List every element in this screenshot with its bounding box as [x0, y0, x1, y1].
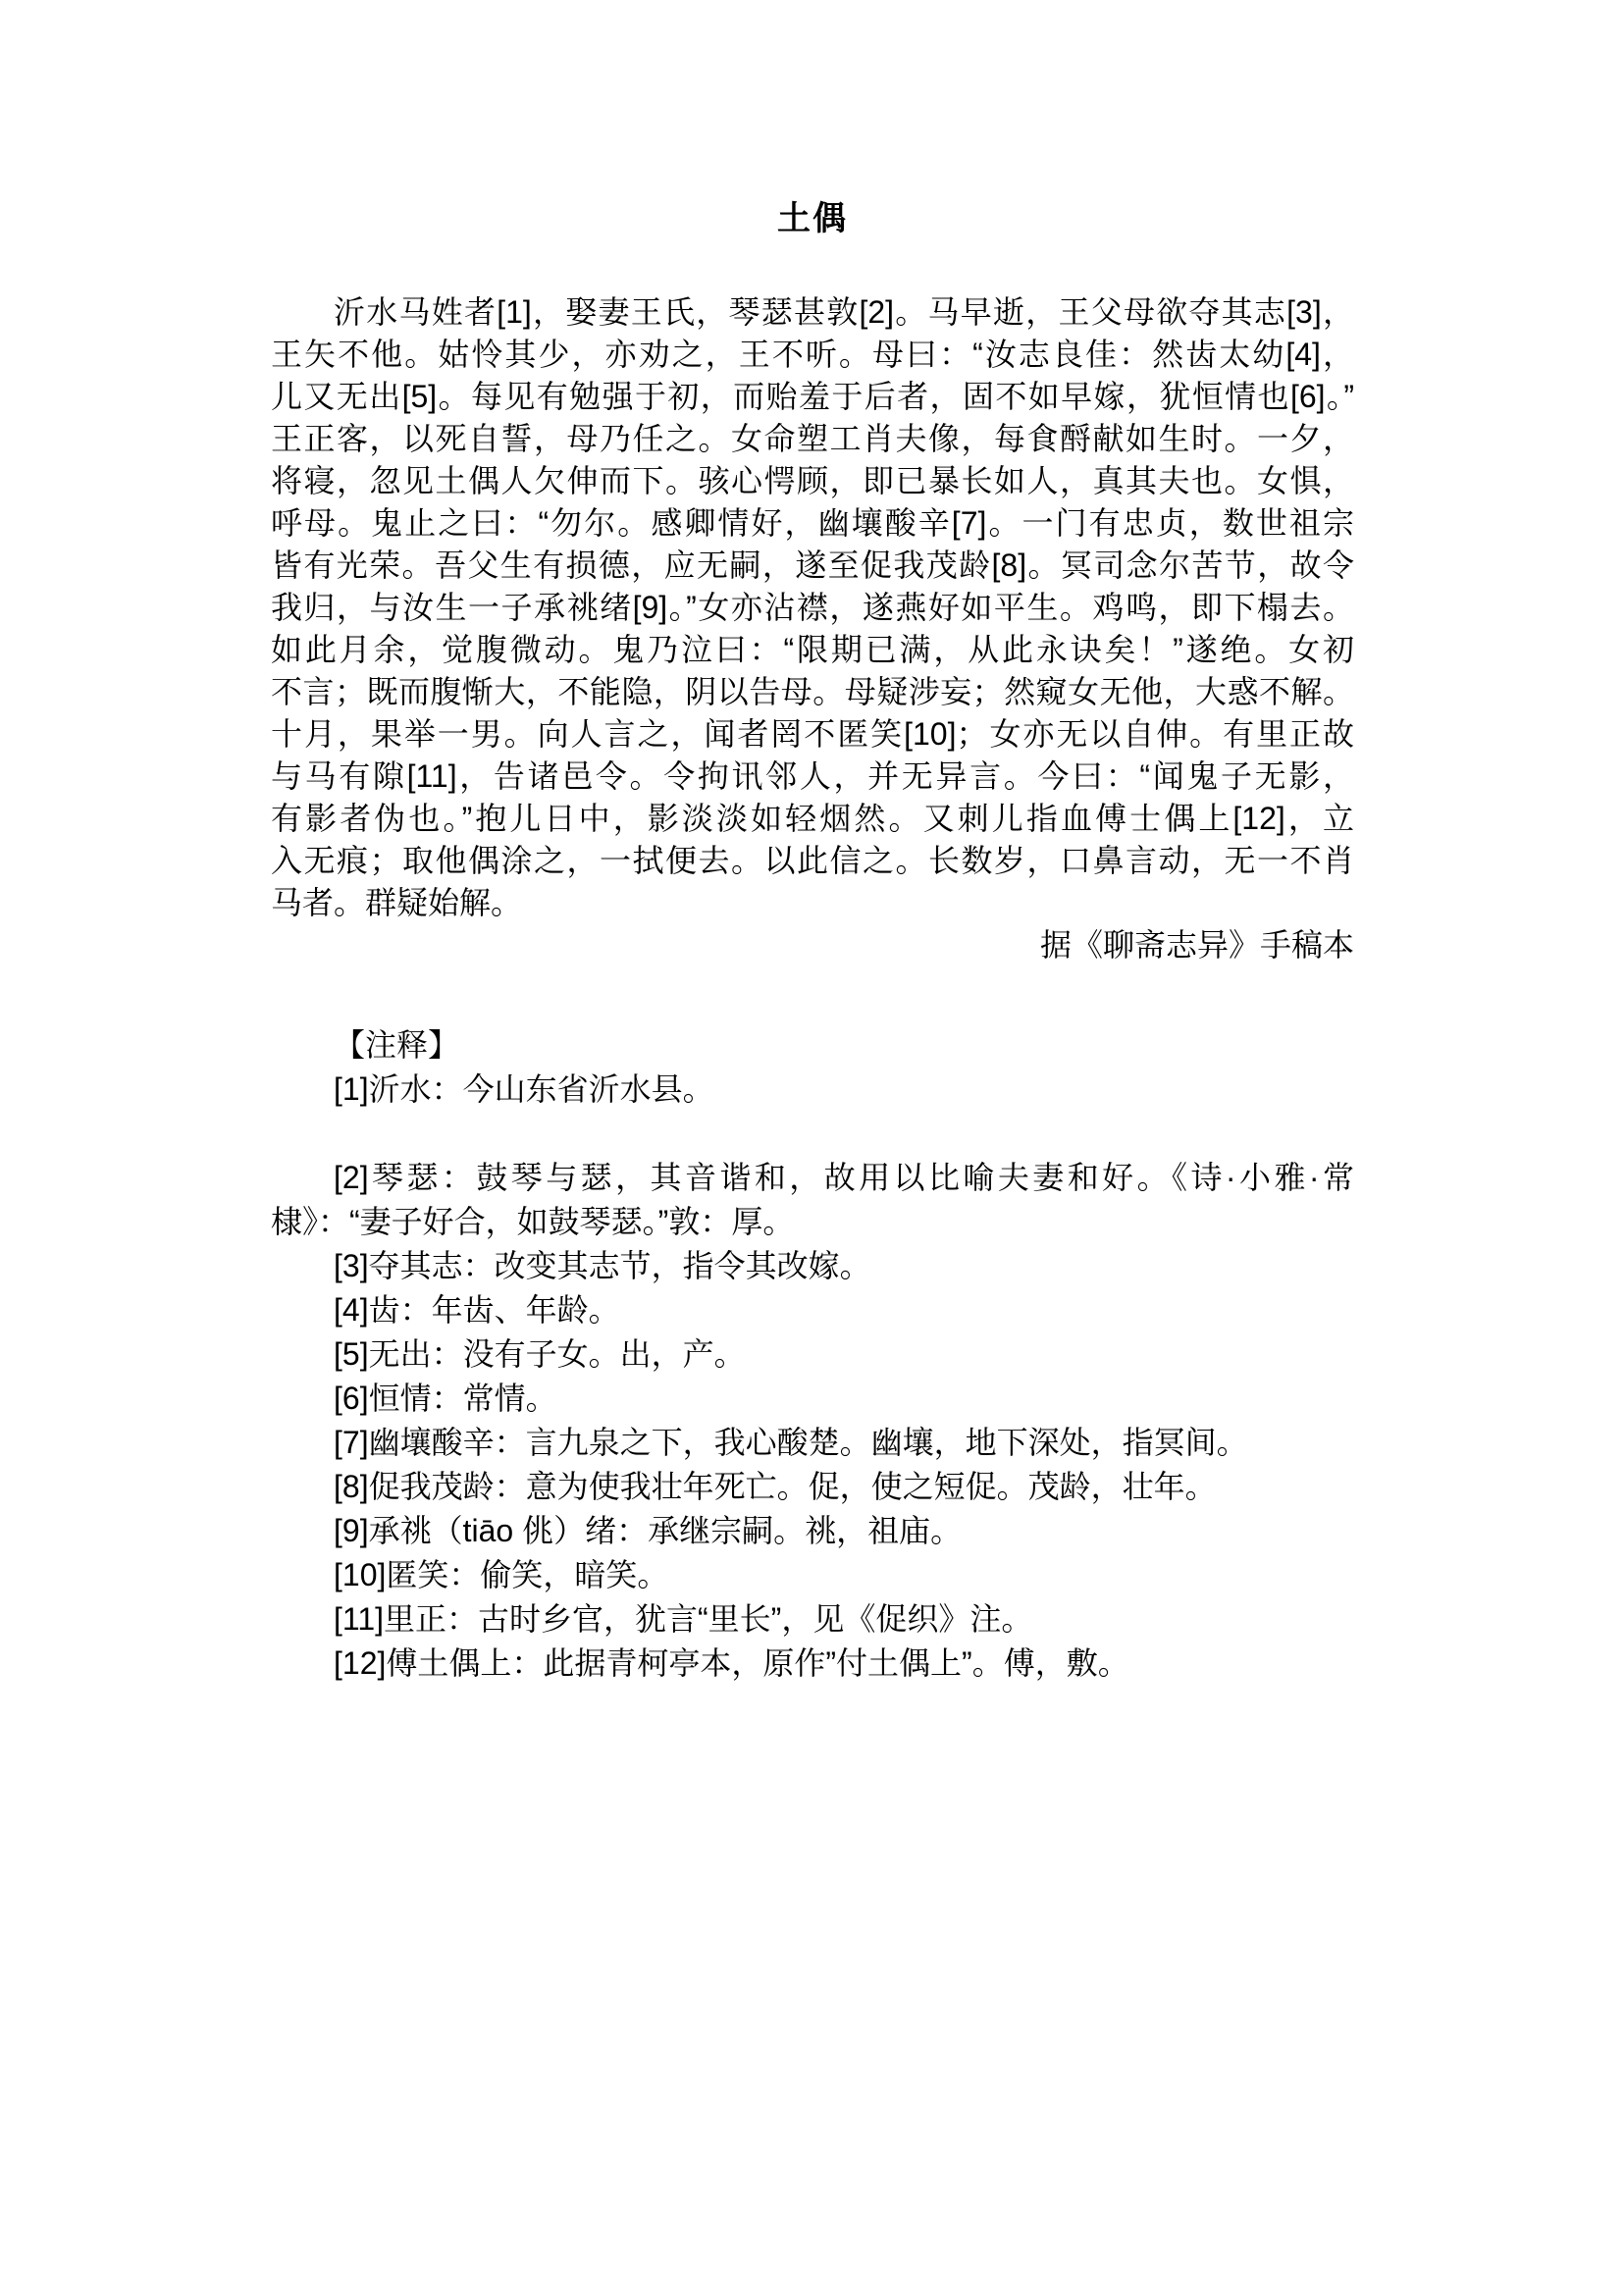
story-line: 与马有隙[11]，告诸邑令。令拘讯邻人，并无异言。今曰：“闻鬼子无影， — [271, 758, 1354, 794]
document-body — [271, 0, 1354, 1686]
story-paragraph — [271, 291, 1354, 924]
story-line: 我归，与汝生一子承祧绪[9]。”女亦沾襟，遂燕好如平生。鸡鸣，即下榻去。 — [271, 590, 1354, 625]
note-line: [1]沂水：今山东省沂水县。 — [334, 1071, 714, 1107]
story-line: 不言；既而腹惭大，不能隐，阴以告母。母疑涉妄；然窥女无他，大惑不解。 — [271, 674, 1354, 709]
attribution-line: 据《聊斋志异》手稿本 — [1039, 927, 1354, 963]
story-line: 马者。群疑始解。 — [271, 885, 523, 920]
note-line: [8]促我茂龄：意为使我壮年死亡。促，使之短促。茂龄，壮年。 — [334, 1469, 1217, 1504]
note-line: [10]匿笑：偷笑，暗笑。 — [334, 1557, 669, 1592]
story-line: 有影者伪也。”抱儿日中，影淡淡如轻烟然。又刺儿指血傅士偶上[12]，立 — [271, 801, 1354, 836]
note-line: [7]幽壤酸辛：言九泉之下，我心酸楚。幽壤，地下深处，指冥间。 — [334, 1425, 1248, 1460]
story-line: 王正客，以死自誓，母乃任之。女命塑工肖夫像，每食酹献如生时。一夕， — [271, 421, 1354, 456]
story-line: 皆有光荣。吾父生有损德，应无嗣，遂至促我茂龄[8]。冥司念尔苦节，故令 — [271, 547, 1354, 583]
note-line: [4]齿：年齿、年龄。 — [334, 1292, 620, 1328]
page-title: 土偶 — [777, 200, 848, 237]
note-line: [3]夺其志：改变其志节，指令其改嫁。 — [334, 1248, 871, 1283]
note-line: [2]琴瑟：鼓琴与瑟，其音谐和，故用以比喻夫妻和好。《诗·小雅·常 — [334, 1160, 1354, 1195]
note-line: [11]里正：古时乡官，犹言“里长”，见《促织》注。 — [334, 1601, 1033, 1637]
note-line: [6]恒情：常情。 — [334, 1381, 557, 1416]
story-line: 王矢不他。姑怜其少，亦劝之，王不听。母曰：“汝志良佳：然齿太幼[4]， — [271, 337, 1354, 372]
story-line: 如此月余，觉腹微动。鬼乃泣曰：“限期已满，从此永诀矣！”遂绝。女初 — [271, 632, 1354, 667]
notes-section — [271, 1023, 1354, 1686]
notes-header: 【注释】 — [334, 1027, 460, 1063]
story-line: 呼母。鬼止之曰：“勿尔。感卿情好，幽壤酸辛[7]。一门有忠贞，数世祖宗 — [271, 505, 1354, 541]
story-line: 十月，果举一男。向人言之，闻者罔不匿笑[10]；女亦无以自伸。有里正故 — [271, 716, 1354, 752]
story-line: 入无痕；取他偶涂之，一拭便去。以此信之。长数岁，口鼻言动，无一不肖 — [271, 843, 1354, 878]
story-line: 将寝，忽见土偶人欠伸而下。骇心愕顾，即已暴长如人，真其夫也。女惧， — [271, 463, 1354, 498]
note-line: [12]傅土偶上：此据青柯亭本，原作”付土偶上”。傅，敷。 — [334, 1645, 1129, 1681]
story-line: 沂水马姓者[1]，娶妻王氏，琴瑟甚敦[2]。马早逝，王父母欲夺其志[3]， — [334, 294, 1354, 330]
note-line: 棣》：“妻子好合，如鼓琴瑟。”敦：厚。 — [271, 1204, 795, 1239]
note-line: [5]无出：没有子女。出，产。 — [334, 1336, 746, 1372]
note-line: [9]承祧（tiāo 佻）绪：承继宗嗣。祧，祖庙。 — [334, 1513, 963, 1548]
story-line: 儿又无出[5]。每见有勉强于初，而贻羞于后者，固不如早嫁，犹恒情也[6]。” — [271, 379, 1354, 414]
